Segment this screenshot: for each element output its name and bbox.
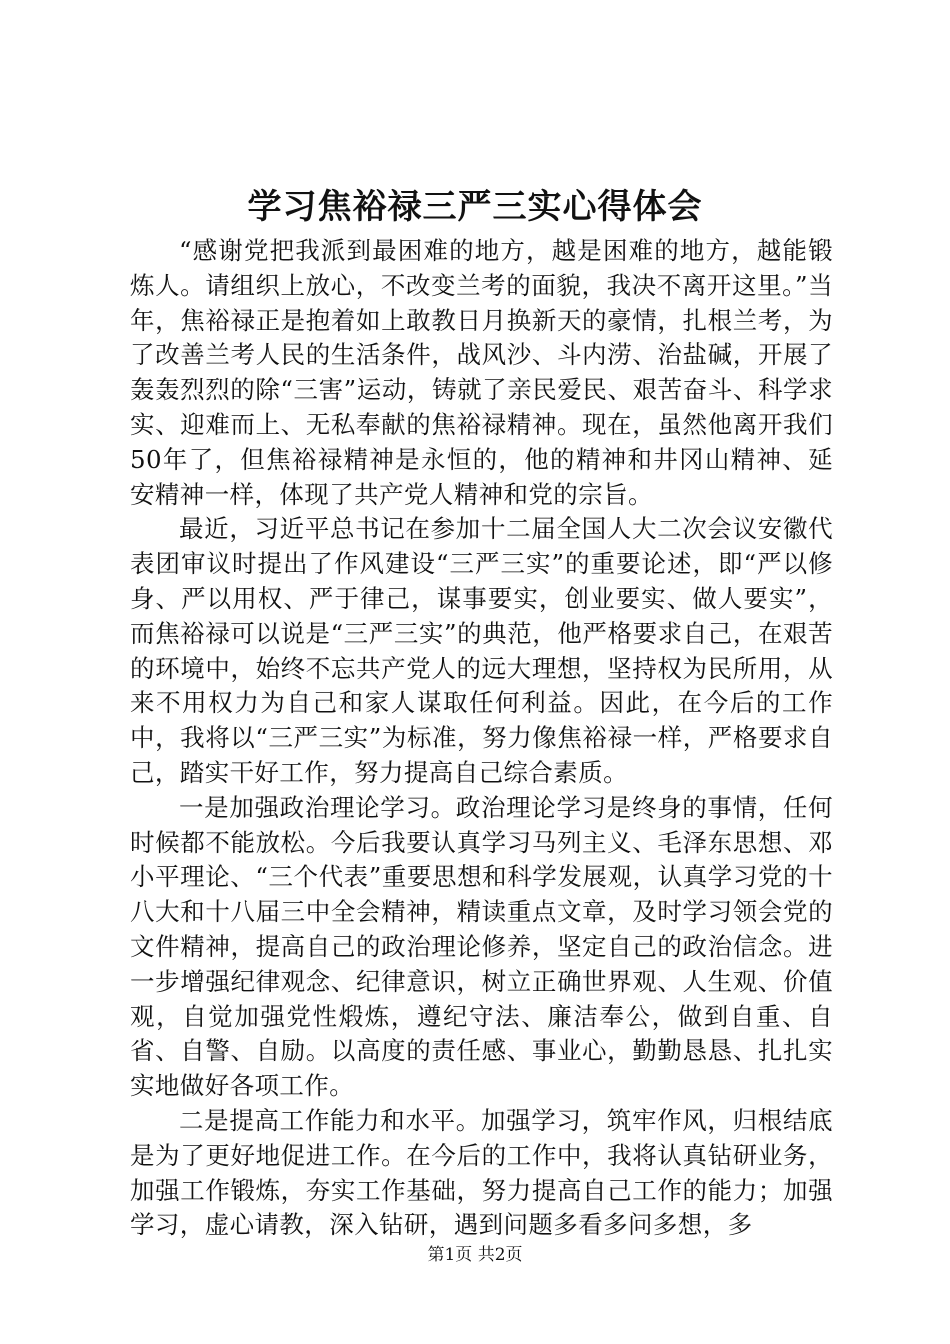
paragraph-4: 二是提高工作能力和水平。加强学习，筑牢作风，归根结底是为了更好地促进工作。在今后的工作中，我将认真钻研业务，加强工作锻炼，夯实工作基础，努力提高自己工作的能力；加强学习，虚心请教，深入钻研，遇到问题多看多问多想，多 <box>130 1105 833 1240</box>
document-body <box>130 234 833 1243</box>
document-title: 学习焦裕禄三严三实心得体会 <box>247 187 703 227</box>
paragraph-2: 最近，习近平总书记在参加十二届全国人大二次会议安徽代表团审议时提出了作风建设“三严三实”的重要论述，即“严以修身、严以用权、严于律己，谋事要实，创业要实、做人要实”，而焦裕禄可以说是“三严三实”的典范，他严格要求自己，在艰苦的环境中，始终不忘共产党人的远大理想，坚持权为民所用，从来不用权力为自己和家人谋取任何利益。因此，在今后的工作中，我将以“三严三实”为标准，努力像焦裕禄一样，严格要求自己，踏实干好工作，努力提高自己综合素质。 <box>130 514 833 787</box>
paragraph-3: 一是加强政治理论学习。政治理论学习是终身的事情，任何时候都不能放松。今后我要认真学习马列主义、毛泽东思想、邓小平理论、“三个代表”重要思想和科学发展观，认真学习党的十八大和十八届三中全会精神，精读重点文章，及时学习领会党的文件精神，提高自己的政治理论修养，坚定自己的政治信念。进一步增强纪律观念、纪律意识，树立正确世界观、人生观、价值观，自觉加强党性煅炼，遵纪守法、廉洁奉公，做到自重、自省、自警、自励。以高度的责任感、事业心，勤勤恳恳、扎扎实实地做好各项工作。 <box>130 792 833 1101</box>
paragraph-1: “感谢党把我派到最困难的地方，越是困难的地方，越能锻炼人。请组织上放心，不改变兰考的面貌，我决不离开这里。”当年，焦裕禄正是抱着如上敢教日月换新天的豪情，扎根兰考，为了改善兰考人民的生活条件，战风沙、斗内涝、治盐碱，开展了轰轰烈烈的除“三害”运动，铸就了亲民爱民、艰苦奋斗、科学求实、迎难而上、无私奉献的焦裕禄精神。现在，虽然他离开我们50年了，但焦裕禄精神是永恒的，他的精神和井冈山精神、延安精神一样，体现了共产党人精神和党的宗旨。 <box>130 236 833 509</box>
page-footer: 第1页 共2页 <box>427 1245 523 1265</box>
